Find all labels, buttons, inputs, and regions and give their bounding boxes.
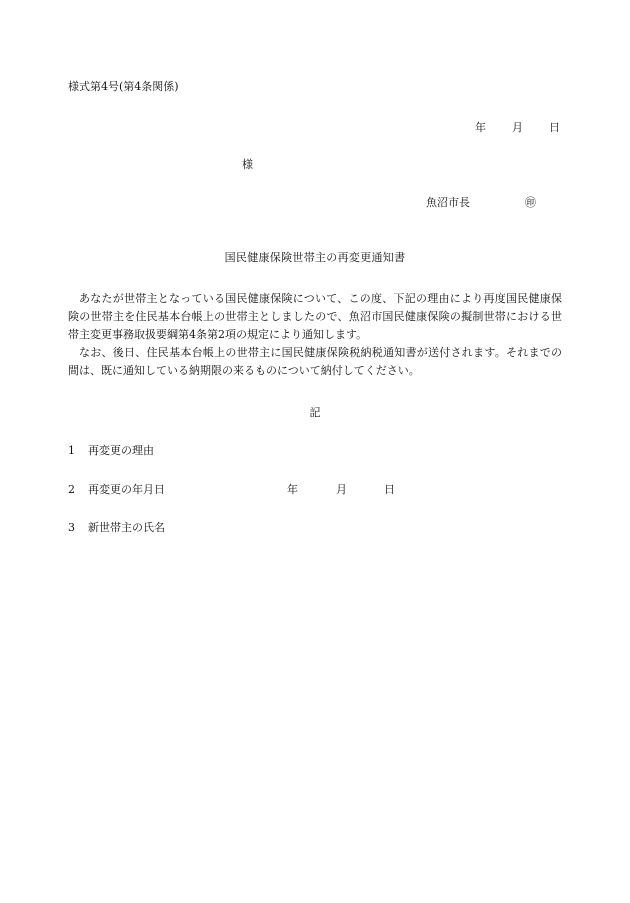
addressee-suffix: 様	[242, 158, 253, 171]
body-paragraph-2: なお、後日、住民基本台帳上の世帯主に国民健康保険税納税通知書が送付されます。それまでの間は、既に通知している納期限の来るものについて納付してください。	[68, 346, 562, 377]
item-label: 新世帯主の氏名	[88, 521, 165, 534]
item-number: 1	[68, 444, 75, 457]
seal-mark: ㊞	[525, 196, 536, 209]
item-date-month-label: 月	[336, 483, 347, 496]
item-number: 3	[68, 521, 75, 534]
form-number: 様式第4号(第4条関係)	[68, 80, 179, 93]
item-number: 2	[68, 483, 75, 496]
item-label: 再変更の年月日	[88, 483, 165, 496]
item-date-year-label: 年	[287, 483, 298, 496]
date-year-label: 年	[475, 121, 486, 134]
item-reason	[68, 444, 154, 458]
document-title: 国民健康保険世帯主の再変更通知書	[224, 251, 406, 264]
item-change-date	[68, 483, 165, 497]
item-label: 再変更の理由	[88, 444, 154, 457]
date-day-label: 日	[549, 121, 560, 134]
body-paragraph-1: あなたが世帯主となっている国民健康保険について、この度、下記の理由により再度国民健康保険の世帯主を住民基本台帳上の世帯主としましたので、魚沼市国民健康保険の擬制世帯における世帯主変更事務取扱要綱第4条第2項の規定により通知します。	[68, 292, 562, 341]
ki-heading: 記	[309, 406, 321, 419]
issuer-name: 魚沼市長	[426, 196, 470, 209]
item-date-day-label: 日	[384, 483, 395, 496]
body-text	[68, 290, 562, 380]
item-new-householder	[68, 521, 165, 535]
date-month-label: 月	[512, 121, 523, 134]
